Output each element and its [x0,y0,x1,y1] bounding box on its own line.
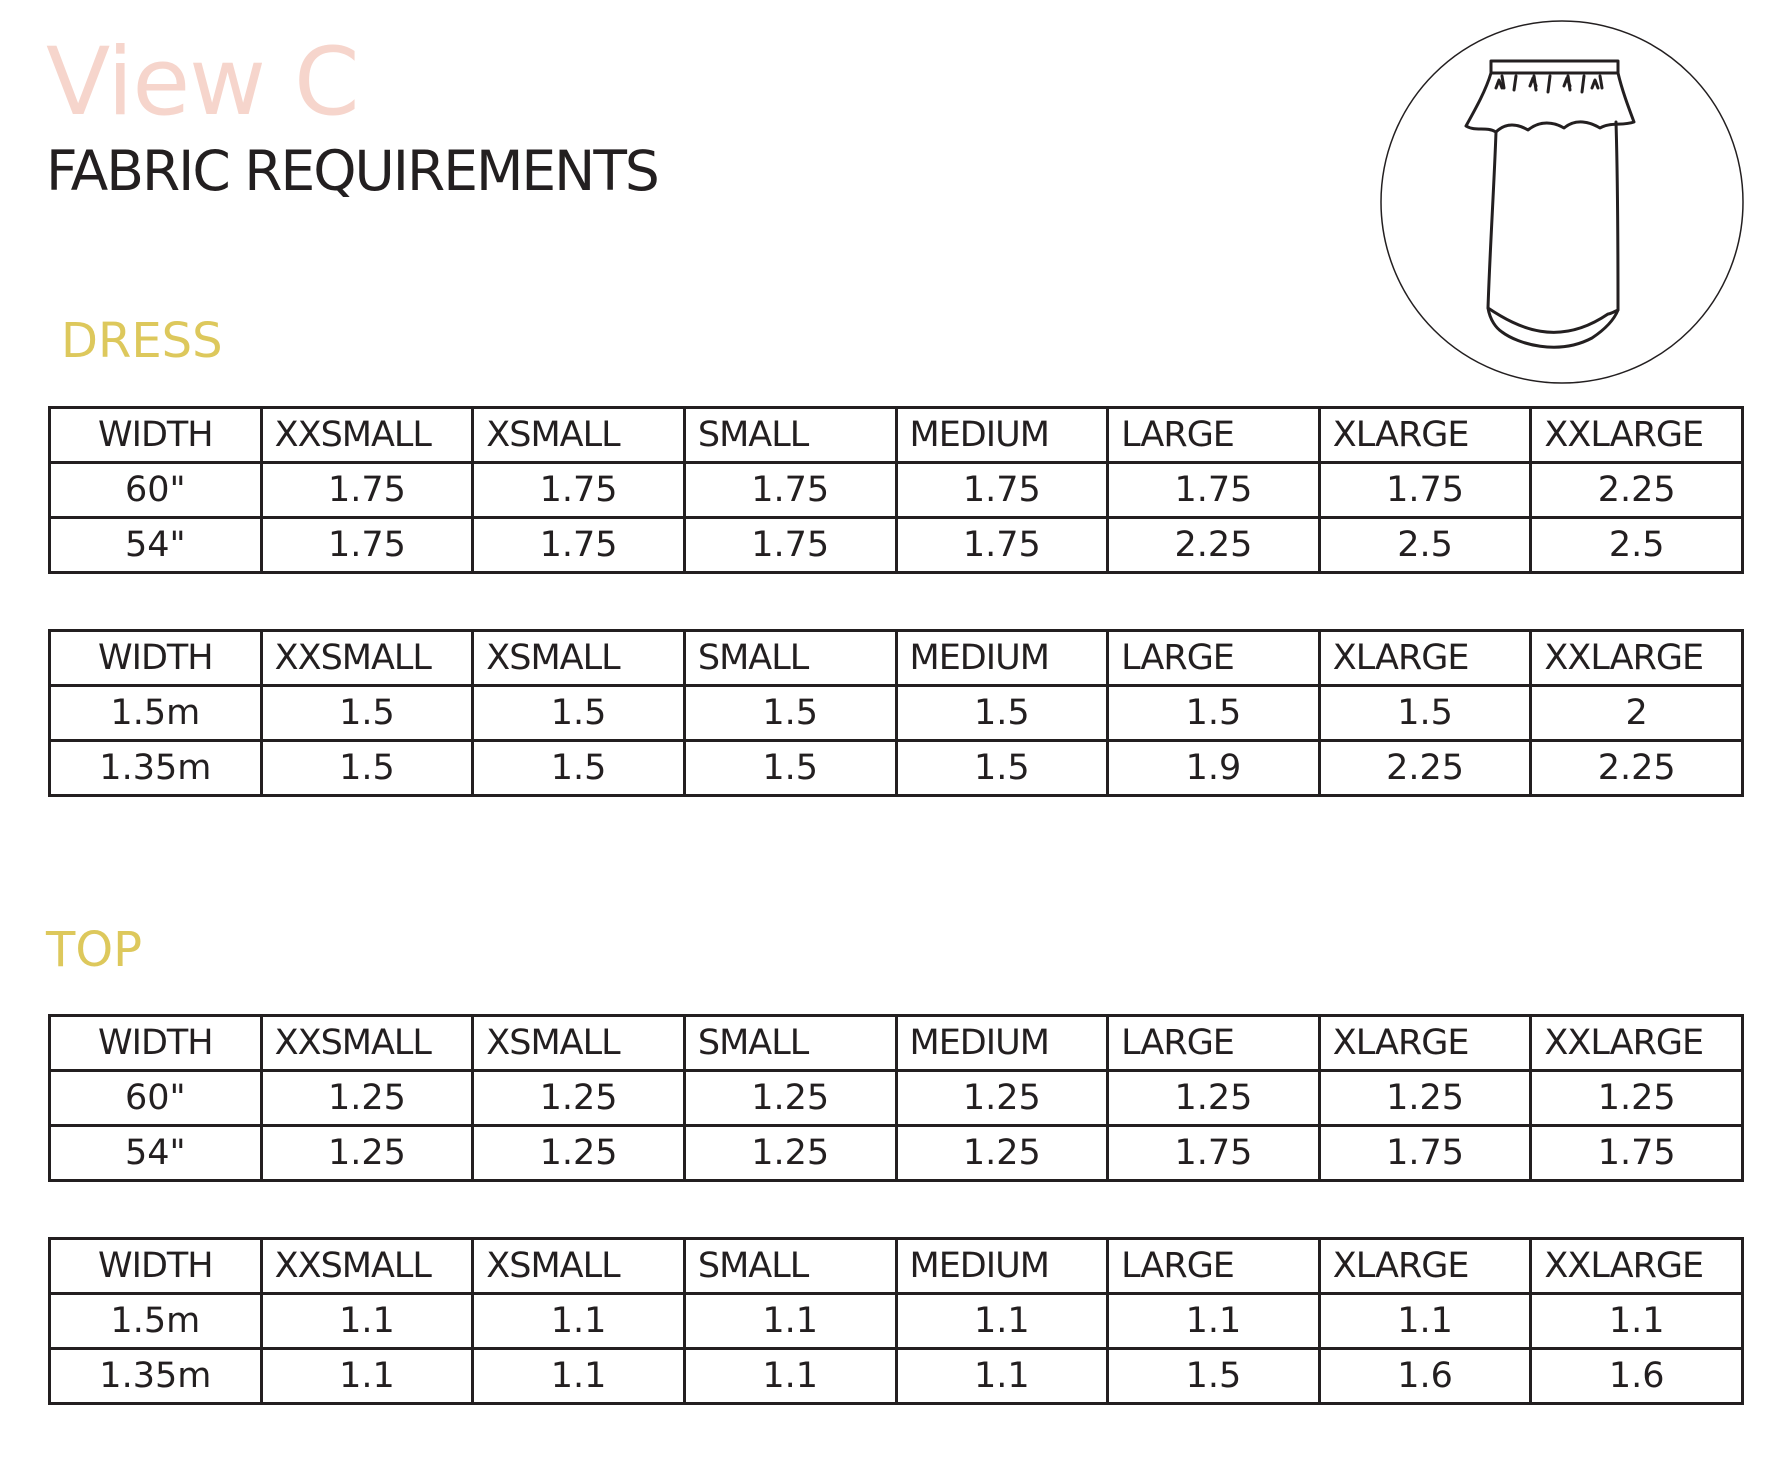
table-cell: 2.25 [1531,741,1743,796]
view-title: View C [46,28,359,137]
column-header: XXLARGE [1531,631,1743,686]
table-cell: 1.75 [684,463,896,518]
row-width-label: 1.35m [50,1349,262,1404]
column-header: MEDIUM [896,1016,1108,1071]
table-cell: 1.25 [1531,1071,1743,1126]
table-cell: 1.1 [1108,1294,1320,1349]
table-cell: 1.5 [1108,686,1320,741]
table-cell: 2.5 [1319,518,1531,573]
table-cell: 1.1 [261,1294,473,1349]
column-header: LARGE [1108,408,1320,463]
table-cell: 1.25 [261,1071,473,1126]
table-cell: 1.75 [1319,463,1531,518]
column-header: LARGE [1108,1239,1320,1294]
row-width-label: 54" [50,1126,262,1181]
column-header: XSMALL [473,631,685,686]
column-header: XXLARGE [1531,1016,1743,1071]
table-cell: 1.6 [1531,1349,1743,1404]
table-cell: 1.1 [1531,1294,1743,1349]
column-header: XLARGE [1319,408,1531,463]
table-cell: 1.75 [261,463,473,518]
table-cell: 1.75 [896,463,1108,518]
column-header: XXSMALL [261,631,473,686]
row-width-label: 54" [50,518,262,573]
table-cell: 1.25 [684,1071,896,1126]
table-cell: 1.25 [684,1126,896,1181]
table-cell: 2.5 [1531,518,1743,573]
table-cell: 1.1 [896,1349,1108,1404]
table-row [50,1126,1743,1181]
row-width-label: 1.5m [50,686,262,741]
column-header: MEDIUM [896,631,1108,686]
table-header-row [50,631,1743,686]
table-cell: 1.5 [473,686,685,741]
row-width-label: 1.5m [50,1294,262,1349]
table-cell: 1.5 [473,741,685,796]
column-header: WIDTH [50,408,262,463]
table-cell: 1.75 [1108,1126,1320,1181]
table-row [50,518,1743,573]
row-width-label: 1.35m [50,741,262,796]
column-header: MEDIUM [896,1239,1108,1294]
table-cell: 2.25 [1319,741,1531,796]
table-cell: 1.5 [896,686,1108,741]
page-subtitle: FABRIC REQUIREMENTS [46,139,658,203]
table-cell: 1.5 [684,741,896,796]
table-cell: 1.5 [896,741,1108,796]
top-table-inches [48,1014,1744,1182]
column-header: MEDIUM [896,408,1108,463]
table-cell: 1.75 [1108,463,1320,518]
table-cell: 1.75 [684,518,896,573]
table-cell: 1.5 [261,686,473,741]
table-cell: 1.75 [1319,1126,1531,1181]
table-cell: 2.25 [1108,518,1320,573]
section-label-top: TOP [46,922,143,978]
strapless-ruffle-dress-icon [1378,18,1746,386]
table-cell: 1.75 [261,518,473,573]
table-header-row [50,408,1743,463]
table-cell: 1.1 [896,1294,1108,1349]
table-cell: 1.1 [684,1349,896,1404]
table-cell: 1.5 [684,686,896,741]
column-header: WIDTH [50,631,262,686]
row-width-label: 60" [50,1071,262,1126]
table-row [50,686,1743,741]
table-cell: 1.5 [261,741,473,796]
column-header: XLARGE [1319,631,1531,686]
section-label-dress: DRESS [61,313,223,369]
table-cell: 1.75 [473,518,685,573]
column-header: XSMALL [473,408,685,463]
table-row [50,1071,1743,1126]
column-header: WIDTH [50,1016,262,1071]
table-header-row [50,1239,1743,1294]
table-cell: 1.9 [1108,741,1320,796]
column-header: XXSMALL [261,408,473,463]
column-header: SMALL [684,631,896,686]
dress-table-metric [48,629,1744,797]
table-cell: 1.1 [473,1294,685,1349]
table-cell: 1.5 [1108,1349,1320,1404]
table-cell: 1.1 [684,1294,896,1349]
table-cell: 1.25 [896,1126,1108,1181]
table-cell: 1.25 [473,1126,685,1181]
column-header: XSMALL [473,1016,685,1071]
table-cell: 1.25 [1108,1071,1320,1126]
table-cell: 2.25 [1531,463,1743,518]
table-cell: 1.75 [1531,1126,1743,1181]
column-header: XXSMALL [261,1016,473,1071]
table-cell: 1.75 [473,463,685,518]
table-cell: 1.25 [473,1071,685,1126]
table-cell: 1.5 [1319,686,1531,741]
column-header: XXLARGE [1531,1239,1743,1294]
table-row [50,1294,1743,1349]
table-cell: 1.1 [261,1349,473,1404]
column-header: LARGE [1108,631,1320,686]
table-cell: 1.1 [473,1349,685,1404]
column-header: SMALL [684,1016,896,1071]
top-table-metric [48,1237,1744,1405]
table-row [50,741,1743,796]
column-header: XXSMALL [261,1239,473,1294]
column-header: WIDTH [50,1239,262,1294]
table-header-row [50,1016,1743,1071]
column-header: LARGE [1108,1016,1320,1071]
row-width-label: 60" [50,463,262,518]
column-header: XSMALL [473,1239,685,1294]
table-cell: 1.25 [896,1071,1108,1126]
dress-table-inches [48,406,1744,574]
column-header: XLARGE [1319,1239,1531,1294]
column-header: XXLARGE [1531,408,1743,463]
table-cell: 1.6 [1319,1349,1531,1404]
column-header: SMALL [684,1239,896,1294]
table-cell: 2 [1531,686,1743,741]
column-header: SMALL [684,408,896,463]
column-header: XLARGE [1319,1016,1531,1071]
table-row [50,1349,1743,1404]
table-cell: 1.25 [261,1126,473,1181]
table-cell: 1.25 [1319,1071,1531,1126]
table-cell: 1.1 [1319,1294,1531,1349]
table-row [50,463,1743,518]
table-cell: 1.75 [896,518,1108,573]
